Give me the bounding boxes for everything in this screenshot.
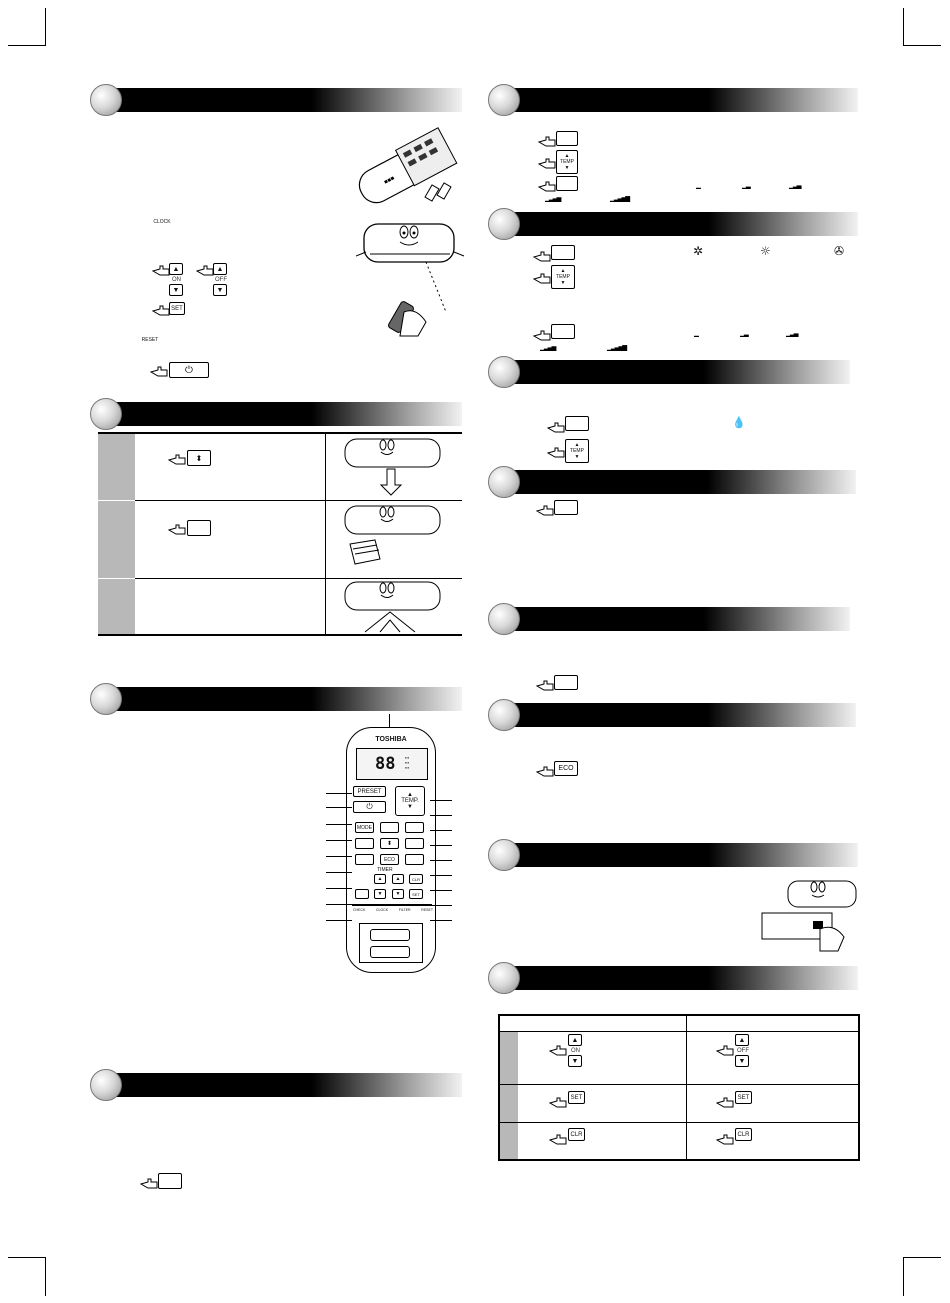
leader-line (389, 714, 390, 728)
section-header (104, 1073, 462, 1097)
crop-mark (8, 1257, 46, 1258)
off-up-button[interactable]: ▲ (213, 263, 227, 275)
fan-speed-5-icon: ▁▂▃▄▅ (607, 342, 627, 351)
power-button[interactable]: ⏻ (169, 362, 209, 378)
remote-on-down-button[interactable]: ▼ (374, 889, 386, 899)
section-header (502, 212, 858, 236)
table-col-divider (686, 1016, 687, 1160)
timer-off-up-button[interactable]: ▲ (735, 1034, 749, 1046)
hand-pointer-icon (150, 366, 168, 378)
section-header (502, 966, 858, 990)
mode-button[interactable] (551, 245, 575, 260)
swing-button[interactable]: ⬍ (187, 450, 211, 466)
remote-clock-off-button[interactable] (355, 889, 369, 899)
remote-mode-button[interactable]: MODE (355, 822, 374, 833)
clock-button[interactable]: CLOCK (152, 214, 172, 230)
crop-mark (45, 8, 46, 46)
table-top-border (98, 432, 462, 434)
crop-mark (903, 8, 904, 46)
section-header (502, 470, 856, 494)
hand-pointer-icon (716, 1045, 734, 1057)
hand-pointer-icon (536, 505, 554, 517)
leader-line (326, 872, 352, 873)
svg-text:■■■: ■■■ (383, 175, 396, 186)
on-down-button[interactable]: ▼ (169, 284, 183, 296)
remote-off-down-button[interactable]: ▼ (392, 889, 404, 899)
bullet-icon (488, 962, 520, 994)
leader-line (430, 815, 452, 816)
leader-line (326, 920, 352, 921)
fan-speed-2-icon: ▁▂ (740, 328, 748, 337)
bullet-icon (488, 466, 520, 498)
ac-fix-illustration (335, 504, 455, 574)
mode-button[interactable] (556, 131, 578, 146)
bullet-icon (90, 398, 122, 430)
remote-fan-button[interactable] (380, 822, 399, 833)
timer-off-down-button[interactable]: ▼ (735, 1055, 749, 1067)
remote-set-button[interactable]: SET (409, 889, 423, 899)
leader-line (326, 856, 352, 857)
fan-speed-3-icon: ▁▂▃ (786, 328, 798, 337)
fan-speed-3-icon: ▁▂▃ (789, 180, 801, 189)
table-side-column (98, 434, 135, 634)
timer-on-label: ON (571, 1048, 580, 1054)
fan-button[interactable] (556, 176, 578, 191)
remote-display: 88 ▪▪▪ ▪▪▪ ▪▪▪ (356, 748, 428, 780)
crop-mark (45, 1258, 46, 1296)
leader-line (326, 793, 352, 794)
mode-button[interactable] (565, 416, 589, 431)
hand-pointer-icon (196, 265, 214, 277)
leader-line (430, 920, 452, 921)
remote-control-diagram (346, 727, 436, 973)
hand-pointer-icon (549, 1097, 567, 1109)
remote-power-button[interactable]: ⏻ (353, 801, 386, 813)
battery-insert-illustration (350, 118, 465, 213)
fan-icon: ✇ (834, 244, 845, 258)
hand-pointer-icon (533, 251, 551, 263)
remote-clr-button[interactable]: CLR (409, 874, 423, 884)
section-header (104, 88, 462, 112)
set-button[interactable]: SET (169, 302, 185, 315)
timer-set-on-button[interactable]: SET (568, 1091, 585, 1104)
off-down-button[interactable]: ▼ (213, 284, 227, 296)
fix-button[interactable] (187, 520, 211, 536)
fan-speed-4-icon: ▁▂▃▄ (545, 193, 561, 202)
leader-line (430, 905, 452, 906)
remote-eco-button[interactable]: ECO (380, 854, 399, 865)
remote-temp-button[interactable]: ▲ TEMP. ▼ (395, 786, 425, 816)
remote-on-up-button[interactable]: ▲ (374, 874, 386, 884)
fan-speed-1-icon: ▁ (696, 180, 700, 189)
leader-line (326, 888, 352, 889)
bullet-icon (488, 356, 520, 388)
leader-line (326, 807, 352, 808)
ac-manual-illustration (758, 873, 863, 953)
remote-quiet-button[interactable] (355, 854, 374, 865)
leader-line (430, 830, 452, 831)
hand-pointer-icon (547, 447, 565, 459)
leader-line (430, 890, 452, 891)
timer-on-up-button[interactable]: ▲ (568, 1034, 582, 1046)
section-header (502, 360, 850, 384)
fan-button[interactable] (551, 324, 575, 339)
blank-button[interactable] (158, 1173, 182, 1189)
timer-clr-on-button[interactable]: CLR (568, 1128, 585, 1141)
hand-pointer-icon (536, 766, 554, 778)
temp-button[interactable]: ▲ TEMP ▼ (565, 439, 589, 463)
leader-line (430, 860, 452, 861)
remote-swing-button[interactable] (405, 822, 424, 833)
hand-pointer-icon (547, 422, 565, 434)
sun-icon: ☼ (760, 244, 771, 258)
leader-line (326, 904, 352, 905)
table-row-divider (135, 500, 462, 501)
remote-clock-label: CLOCK (375, 908, 389, 912)
remote-filter-label: FILTER (398, 908, 411, 912)
section-header (502, 607, 850, 631)
ac-auto-illustration (335, 580, 455, 635)
hand-pointer-icon (533, 330, 551, 342)
leader-line (430, 875, 452, 876)
bullet-icon (90, 683, 122, 715)
table-side-column (500, 1032, 518, 1159)
temp-button[interactable]: ▲ TEMP ▼ (551, 265, 575, 289)
bullet-icon (90, 1069, 122, 1101)
hand-pointer-icon (716, 1134, 734, 1146)
remote-oneclick-button[interactable] (405, 854, 424, 865)
hand-pointer-icon (168, 454, 186, 466)
fan-speed-4-icon: ▁▂▃▄ (540, 342, 556, 351)
quiet-button[interactable] (554, 675, 578, 690)
bullet-icon (488, 84, 520, 116)
temp-button[interactable]: ▲ TEMP ▼ (556, 150, 578, 174)
hi-power-button[interactable] (554, 500, 578, 515)
leader-line (326, 824, 352, 825)
timer-off-label: OFF (737, 1048, 749, 1054)
reset-button[interactable]: RESET (140, 333, 160, 347)
hand-pointer-icon (538, 181, 556, 193)
hand-pointer-icon (549, 1045, 567, 1057)
fan-speed-2-icon: ▁▂ (742, 180, 750, 189)
section-header (104, 687, 462, 711)
table-row-divider (135, 578, 462, 579)
remote-hi-power-button[interactable] (405, 838, 424, 849)
crop-mark (8, 45, 46, 46)
ac-unit-illustration (356, 212, 466, 337)
hand-pointer-icon (533, 273, 551, 285)
table-row-divider (500, 1122, 858, 1123)
hand-pointer-icon (140, 1178, 158, 1190)
leader-line (430, 800, 452, 801)
section-header (502, 843, 858, 867)
bullet-icon (488, 208, 520, 240)
display-digits: 88 (375, 754, 396, 774)
table-col-divider (325, 434, 326, 634)
remote-fix-button[interactable] (355, 838, 374, 849)
on-up-button[interactable]: ▲ (169, 263, 183, 275)
hand-pointer-icon (536, 680, 554, 692)
timer-clr-off-button[interactable]: CLR (735, 1128, 752, 1141)
remote-preset-button[interactable]: PRESET (353, 786, 386, 797)
table-row-divider (98, 500, 135, 501)
off-label: OFF (215, 277, 227, 283)
crop-mark (903, 1258, 904, 1296)
remote-off-up-button[interactable]: ▲ (392, 874, 404, 884)
section-header (502, 703, 856, 727)
battery-compartment (359, 923, 423, 963)
bullet-icon (488, 699, 520, 731)
leader-line (326, 840, 352, 841)
bullet-icon (488, 839, 520, 871)
hand-pointer-icon (716, 1097, 734, 1109)
table-row-divider (98, 578, 135, 579)
table-row-divider (500, 1084, 858, 1085)
remote-swing2-button[interactable]: ⬍ (380, 838, 399, 849)
crop-mark (903, 45, 941, 46)
hand-pointer-icon (168, 524, 186, 536)
table-row-divider (498, 1031, 860, 1032)
section-header (502, 88, 858, 112)
remote-reset-label: RESET (421, 908, 433, 912)
remote-timer-label: TIMER (377, 867, 393, 873)
eco-button[interactable]: ECO (554, 761, 578, 776)
fan-speed-5-icon: ▁▂▃▄▅ (610, 193, 630, 202)
hand-pointer-icon (152, 265, 170, 277)
hand-pointer-icon (152, 305, 170, 317)
snowflake-icon: ✲ (693, 244, 704, 258)
ac-swing-illustration (335, 437, 455, 497)
remote-check-label: CHECK (353, 908, 366, 912)
section-header (104, 402, 462, 426)
leader-line (430, 845, 452, 846)
timer-set-off-button[interactable]: SET (735, 1091, 752, 1104)
remote-brand: TOSHIBA (375, 736, 407, 743)
hand-pointer-icon (538, 136, 556, 148)
crop-mark (903, 1257, 941, 1258)
fan-speed-1-icon: ▁ (694, 328, 698, 337)
drop-icon: 💧 (732, 416, 746, 429)
hand-pointer-icon (538, 158, 556, 170)
bullet-icon (488, 603, 520, 635)
on-label: ON (172, 277, 181, 283)
hand-pointer-icon (549, 1134, 567, 1146)
timer-on-down-button[interactable]: ▼ (568, 1055, 582, 1067)
bullet-icon (90, 84, 122, 116)
